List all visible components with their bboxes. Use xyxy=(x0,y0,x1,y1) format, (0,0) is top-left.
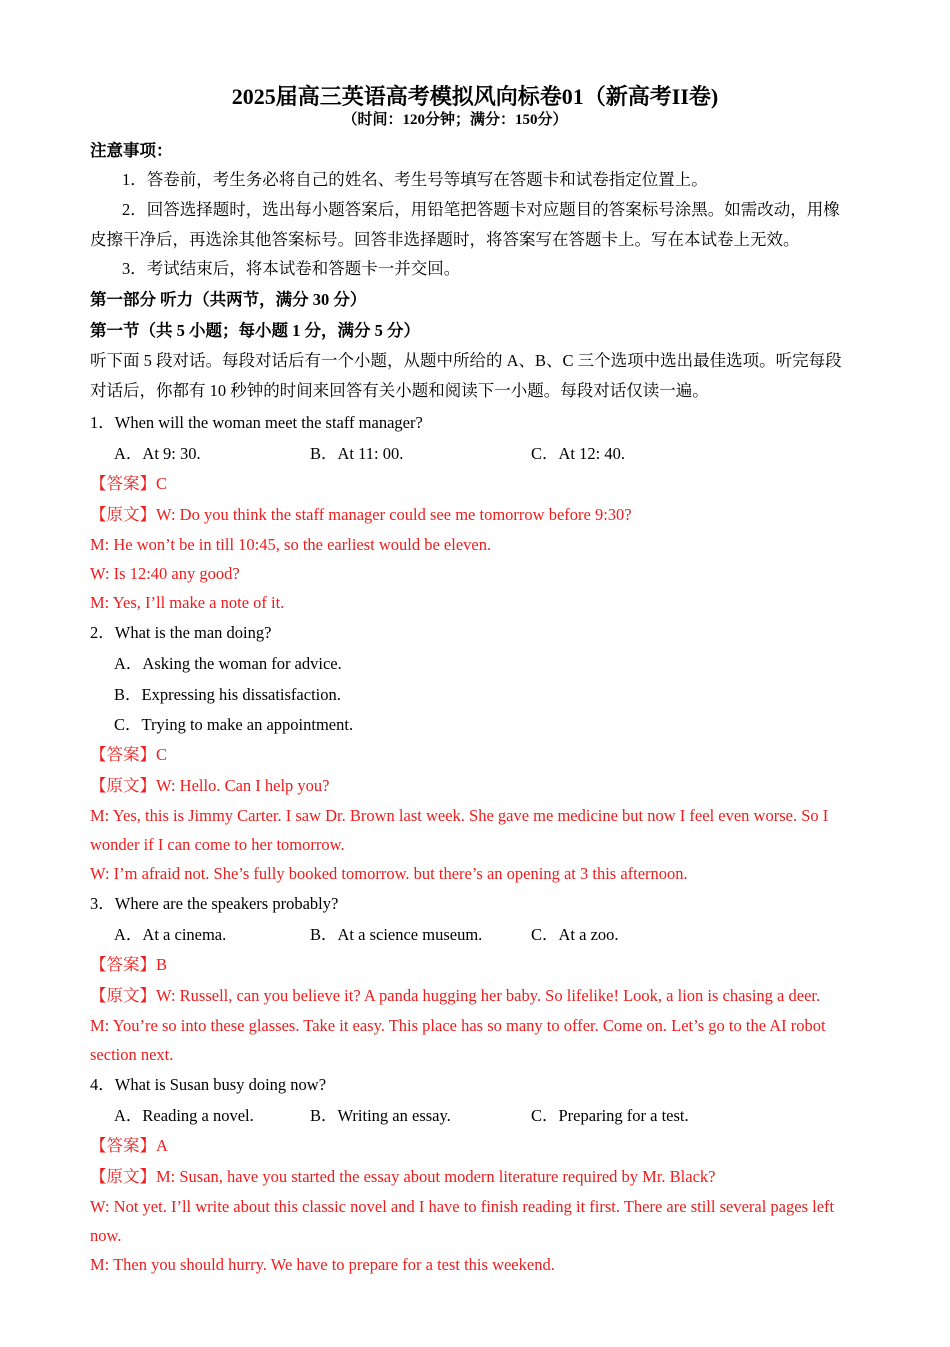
transcript-line: wonder if I can come to her tomorrow. xyxy=(90,835,345,854)
question-stem: 2．What is the man doing? xyxy=(90,623,272,642)
option-c: C．At a zoo. xyxy=(531,925,619,944)
notice-item: 3．考试结束后，将本试卷和答题卡一并交回。 xyxy=(122,259,461,278)
transcript-line: section next. xyxy=(90,1045,174,1064)
section-instructions: 对话后，你都有 10 秒钟的时间来回答有关小题和阅读下一小题。每段对话仅读一遍。 xyxy=(90,381,709,400)
option-c: C．Trying to make an appointment. xyxy=(114,715,354,734)
transcript-line: W: Not yet. I’ll write about this classic novel and I have to finish reading it first. There are still several pages left xyxy=(90,1197,835,1216)
option-b: B．Writing an essay. xyxy=(310,1106,451,1125)
option-a: A．Asking the woman for advice. xyxy=(114,654,342,673)
answer-key: 【答案】C xyxy=(90,745,168,764)
section-instructions: 听下面 5 段对话。每段对话后有一个小题，从题中所给的 A、B、C 三个选项中选出最佳选项。听完每段 xyxy=(90,351,842,370)
transcript-line: M: You’re so into these glasses. Take it easy. This place has so many to offer. Come on. Let’s go to the AI robot xyxy=(90,1016,826,1035)
question-stem: 3．Where are the speakers probably? xyxy=(90,894,339,913)
option-a: A．At 9: 30. xyxy=(114,444,201,463)
transcript-line: 【原文】W: Russell, can you believe it? A panda hugging her baby. So lifelike! Look, a lion is chasing a deer. xyxy=(90,986,821,1005)
option-b: B．At a science museum. xyxy=(310,925,483,944)
transcript-line: W: I’m afraid not. She’s fully booked tomorrow. but there’s an opening at 3 this afternoon. xyxy=(90,864,688,883)
answer-key: 【答案】B xyxy=(90,955,168,974)
option-c: C．At 12: 40. xyxy=(531,444,625,463)
part-heading: 第一部分 听力（共两节，满分 30 分） xyxy=(90,290,367,309)
notice-heading: 注意事项： xyxy=(90,141,173,160)
answer-key: 【答案】C xyxy=(90,474,168,493)
transcript-line: M: Yes, this is Jimmy Carter. I saw Dr. Brown last week. She gave me medicine but now I feel even worse. So I xyxy=(90,806,829,825)
page-title: 2025届高三英语高考模拟风向标卷01（新高考II卷) xyxy=(231,84,719,109)
option-b: B．Expressing his dissatisfaction. xyxy=(114,685,341,704)
transcript-line: now. xyxy=(90,1226,122,1245)
answer-key: 【答案】A xyxy=(90,1136,168,1155)
option-a: A．At a cinema. xyxy=(114,925,227,944)
transcript-line: M: He won’t be in till 10:45, so the earliest would be eleven. xyxy=(90,535,492,554)
transcript-line: M: Then you should hurry. We have to prepare for a test this weekend. xyxy=(90,1255,555,1274)
option-a: A．Reading a novel. xyxy=(114,1106,254,1125)
transcript-line: 【原文】W: Hello. Can I help you? xyxy=(90,776,330,795)
notice-item: 皮擦干净后，再选涂其他答案标号。回答非选择题时，将答案写在答题卡上。写在本试卷上无效。 xyxy=(90,230,800,249)
section-heading: 第一节（共 5 小题；每小题 1 分，满分 5 分） xyxy=(90,321,420,340)
option-c: C．Preparing for a test. xyxy=(531,1106,689,1125)
question-stem: 4．What is Susan busy doing now? xyxy=(90,1075,327,1094)
transcript-line: M: Yes, I’ll make a note of it. xyxy=(90,593,285,612)
question-stem: 1．When will the woman meet the staff manager? xyxy=(90,413,423,432)
transcript-line: 【原文】M: Susan, have you started the essay about modern literature required by Mr. Black? xyxy=(90,1167,716,1186)
exam-time-score: （时间：120分钟；满分：150分） xyxy=(342,112,568,128)
notice-item: 2．回答选择题时，选出每小题答案后，用铅笔把答题卡对应题目的答案标号涂黑。如需改动，用橡 xyxy=(122,200,840,219)
notice-item: 1．答卷前，考生务必将自己的姓名、考生号等填写在答题卡和试卷指定位置上。 xyxy=(122,170,708,189)
option-b: B．At 11: 00. xyxy=(310,444,404,463)
transcript-line: W: Is 12:40 any good? xyxy=(90,564,240,583)
transcript-line: 【原文】W: Do you think the staff manager could see me tomorrow before 9:30? xyxy=(90,505,632,524)
